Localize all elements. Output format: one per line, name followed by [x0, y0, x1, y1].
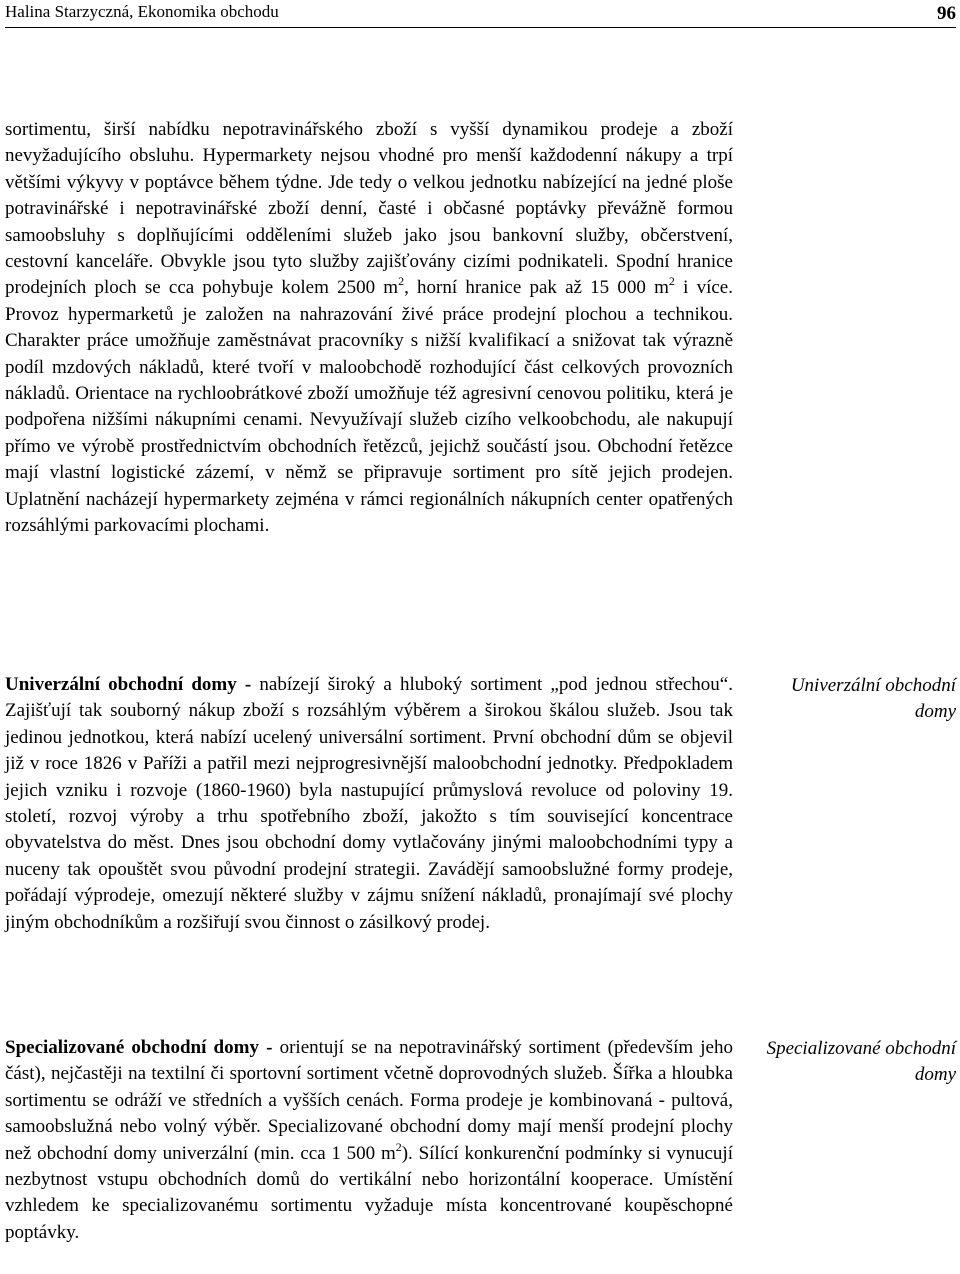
- hypermarket-paragraph: [5, 117, 733, 540]
- term-heading: Specializované obchodní domy -: [5, 1037, 273, 1058]
- paragraph-text: sortimentu, širší nabídku nepotravinářského zboží s vyšší dynamikou prodeje a zboží nevyžadujícího obsluhu. Hypermarkety nejsou vhodné pro menší každodenní nákupy a trpí většími výkyvy v poptávce během týdne. Jde tedy o velkou jednotku nabízející na jedné ploše potravinářské i nepotravinářské zboží denní, časté i občasné poptávky převážně formou samoobsluhy s doplňujícími odděleními služeb jako jsou bankovní služby, občerstvení, cestovní kanceláře. Obvykle jsou tyto služby zajišťovány cizími podnikateli. Spodní hranice prodejních ploch se cca pohybuje kolem 2500 m: [5, 119, 733, 299]
- specialized-department-stores-paragraph: [5, 1035, 733, 1246]
- page-header: [5, 0, 956, 28]
- superscript: 2: [668, 274, 675, 289]
- running-head-title: Halina Starzyczná, Ekonomika obchodu: [5, 2, 279, 21]
- header-rule: [5, 27, 956, 28]
- paragraph-text: nabízejí široký a hluboký sortiment „pod jednou střechou“. Zajišťují tak souborný nákup zboží s rozsáhlým výběrem a širokou škálou služeb. Jsou tak jedinou jednotkou, která nabízí ucelený universální sortiment. První obchodní dům se objevil již v roce 1826 v Paříži a patřil mezi nejprogresivnější maloobchodní jednotky. Předpokladem jejich vzniku i rozvoje (1860-1960) byla nastupující průmyslová revoluce od poloviny 19. století, rozvoj výroby a trhu spotřebního zboží, jakožto s tím související koncentrace obyvatelstva do měst. Dnes jsou obchodní domy vytlačovány jinými maloobchodními typy a nuceny tak opouštět svou původní prodejní strategii. Zavádějí samoobslužné formy prodeje, pořádají výprodeje, omezují některé služby v zájmu snížení nákladů, pronajímají své plochy jiným obchodníkům a rozšiřují svou činnost o zásilkový prodej.: [5, 674, 733, 933]
- universal-department-stores-paragraph: [5, 672, 733, 936]
- paragraph-text: ). Sílící konkurenční podmínky si vynucují nezbytnost vstupu obchodních domů do vertikální nebo horizontální kooperace. Umístění vzhledem ke specializovanému sortimentu vyžaduje místa koncentrované koupěschopné poptávky.: [5, 1142, 733, 1243]
- superscript: 2: [398, 274, 405, 289]
- paragraph-text: orientují se na nepotravinářský sortiment (především jeho část), nejčastěji na textilní či sportovní sortiment včetně doprovodných služeb. Šířka a hloubka sortimentu se odráží ve středních a vyšších cenách. Forma prodeje je kombinovaná - pultová, samoobslužná nebo volný výběr. Specializované obchodní domy mají menší prodejní plochy než obchodní domy univerzální (min. cca 1 500 m: [5, 1037, 733, 1164]
- margin-note-specialized: Specializované obchodní domy: [766, 1038, 956, 1085]
- margin-note-universal: Univerzální obchodní domy: [790, 675, 956, 722]
- page-number: 96: [937, 3, 956, 24]
- superscript: 2: [395, 1139, 402, 1154]
- paragraph-text: , horní hranice pak až 15 000 m: [404, 277, 669, 299]
- term-heading: Univerzální obchodní domy -: [5, 674, 252, 695]
- paragraph-text: i více. Provoz hypermarketů je založen na nahrazování živé práce prodejní plochou a technikou. Charakter práce umožňuje zaměstnávat pracovníky s nižší kvalifikací a snižovat tak výrazně podíl mzdových nákladů, které tvoří v maloobchodě rozhodující část celkových provozních nákladů. Orientace na rychloobrátkové zboží umožňuje též agresivní cenovou politiku, která je podpořena nižšími nákupními cenami. Nevyužívají služeb cizího velkoobchodu, ale nakupují přímo ve výrobě prostřednictvím obchodních řetězců, jejichž součástí jsou. Obchodní řetězce mají vlastní logistické zázemí, v němž se připravuje sortiment pro sítě jejich prodejen. Uplatnění nacházejí hypermarkety zejména v rámci regionálních nákupních center opatřených rozsáhlými parkovacími plochami.: [5, 277, 733, 537]
